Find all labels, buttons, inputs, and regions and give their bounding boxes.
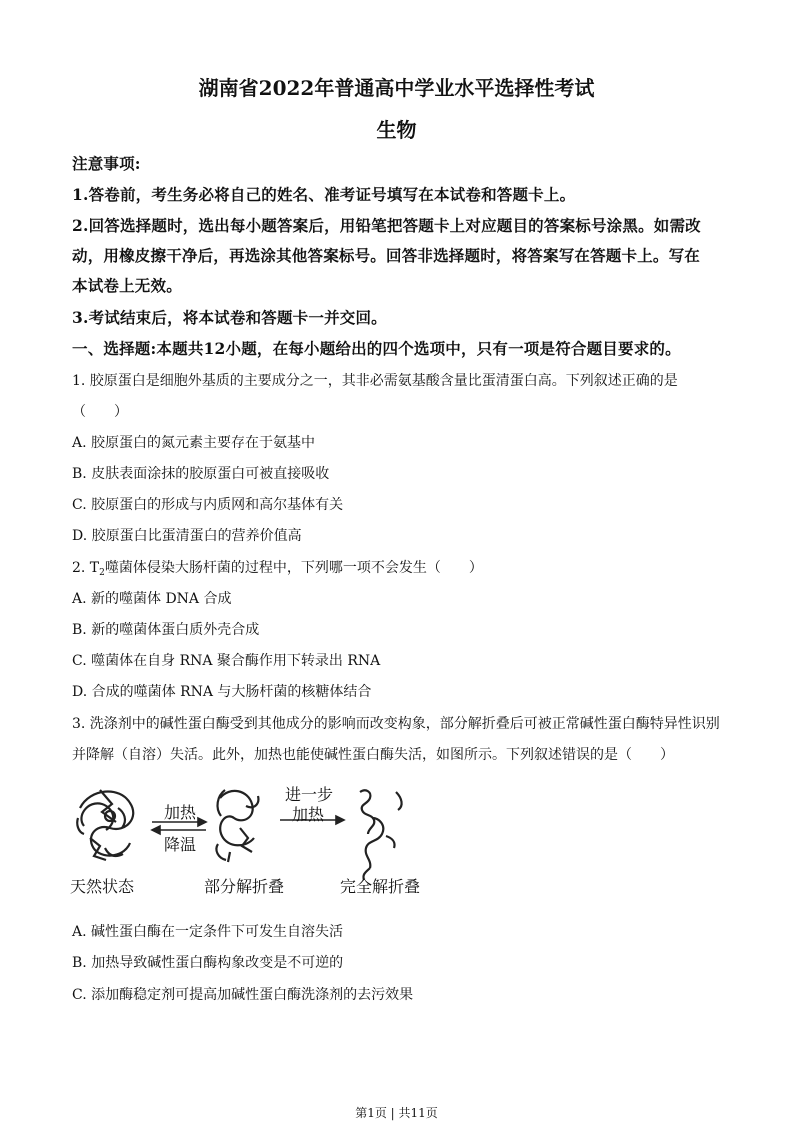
q1-option-b: B. 皮肤表面涂抹的胶原蛋白可被直接吸收 [72, 466, 330, 482]
q2-stem-post: 噬菌体侵染大肠杆菌的过程中，下列哪一项不会发生（ ） [104, 560, 483, 576]
q2-stem-pre: 2. T [72, 560, 100, 576]
label-heat: 加热 [164, 803, 197, 822]
q1-blank: （ ） [72, 404, 128, 420]
note-2-line-1: 2.回答选择题时，选出每小题答案后，用铅笔把答题卡上对应题目的答案标号涂黑。如需改 [72, 216, 701, 235]
q2-stem-sub: 2 [99, 568, 105, 578]
q3-option-b: B. 加热导致碱性蛋白酶构象改变是不可逆的 [72, 955, 344, 971]
section-heading: 一、选择题:本题共12小题，在每小题给出的四个选项中，只有一项是符合题目要求的。 [72, 339, 681, 358]
q2-stem [72, 557, 483, 578]
q3-option-c: C. 添加酶稳定剂可提高加碱性蛋白酶洗涤剂的去污效果 [72, 987, 414, 1003]
q1-stem: 1. 胶原蛋白是细胞外基质的主要成分之一，其非必需氨基酸含量比蛋清蛋白高。下列叙述正确的是 [72, 373, 678, 389]
q2-option-d: D. 合成的噬菌体 RNA 与大肠杆菌的核糖体结合 [72, 684, 372, 700]
q2-option-b: B. 新的噬菌体蛋白质外壳合成 [72, 622, 260, 638]
q2-option-c: C. 噬菌体在自身 RNA 聚合酶作用下转录出 RNA [72, 653, 381, 669]
q1-option-d: D. 胶原蛋白比蛋清蛋白的营养价值高 [72, 528, 302, 544]
q3-stem-line-2: 并降解（自溶）失活。此外，加热也能使碱性蛋白酶失活，如图所示。下列叙述错误的是（ ） [72, 747, 674, 763]
q1-option-a: A. 胶原蛋白的氮元素主要存在于氨基中 [72, 435, 316, 451]
note-2-line-3: 本试卷上无效。 [72, 276, 182, 295]
label-full-unfold: 完全解折叠 [340, 877, 421, 896]
q3-option-a: A. 碱性蛋白酶在一定条件下可发生自溶失活 [72, 924, 344, 940]
q3-stem-line-1: 3. 洗涤剂中的碱性蛋白酶受到其他成分的影响而改变构象，部分解折叠后可被正常碱性蛋白酶特异性识别 [72, 716, 720, 732]
subject-title: 生物 [376, 118, 417, 142]
q1-option-c: C. 胶原蛋白的形成与内质网和高尔基体有关 [72, 497, 344, 513]
label-further: 进一步 [285, 785, 334, 804]
partially-unfolded-protein-icon [216, 790, 258, 862]
label-native-state: 天然状态 [70, 877, 135, 896]
q2-option-a: A. 新的噬菌体 DNA 合成 [72, 591, 232, 607]
label-partial-unfold: 部分解折叠 [204, 877, 285, 896]
notes-heading: 注意事项: [72, 154, 141, 173]
note-2-line-2: 动，用橡皮擦干净后，再选涂其他答案标号。回答非选择题时，将答案写在答题卡上。写在 [72, 246, 701, 265]
label-cool: 降温 [164, 835, 197, 854]
fully-unfolded-protein-icon [360, 790, 402, 880]
exam-title: 湖南省2022年普通高中学业水平选择性考试 [198, 76, 595, 100]
label-further-heat: 加热 [292, 805, 325, 824]
protein-unfolding-figure [70, 778, 430, 898]
native-protein-icon [77, 790, 133, 860]
note-1: 1.答卷前，考生务必将自己的姓名、准考证号填写在本试卷和答题卡上。 [72, 185, 576, 204]
note-3: 3.考试结束后，将本试卷和答题卡一并交回。 [72, 308, 387, 327]
page-footer: 第1页 | 共11页 [355, 1106, 438, 1120]
